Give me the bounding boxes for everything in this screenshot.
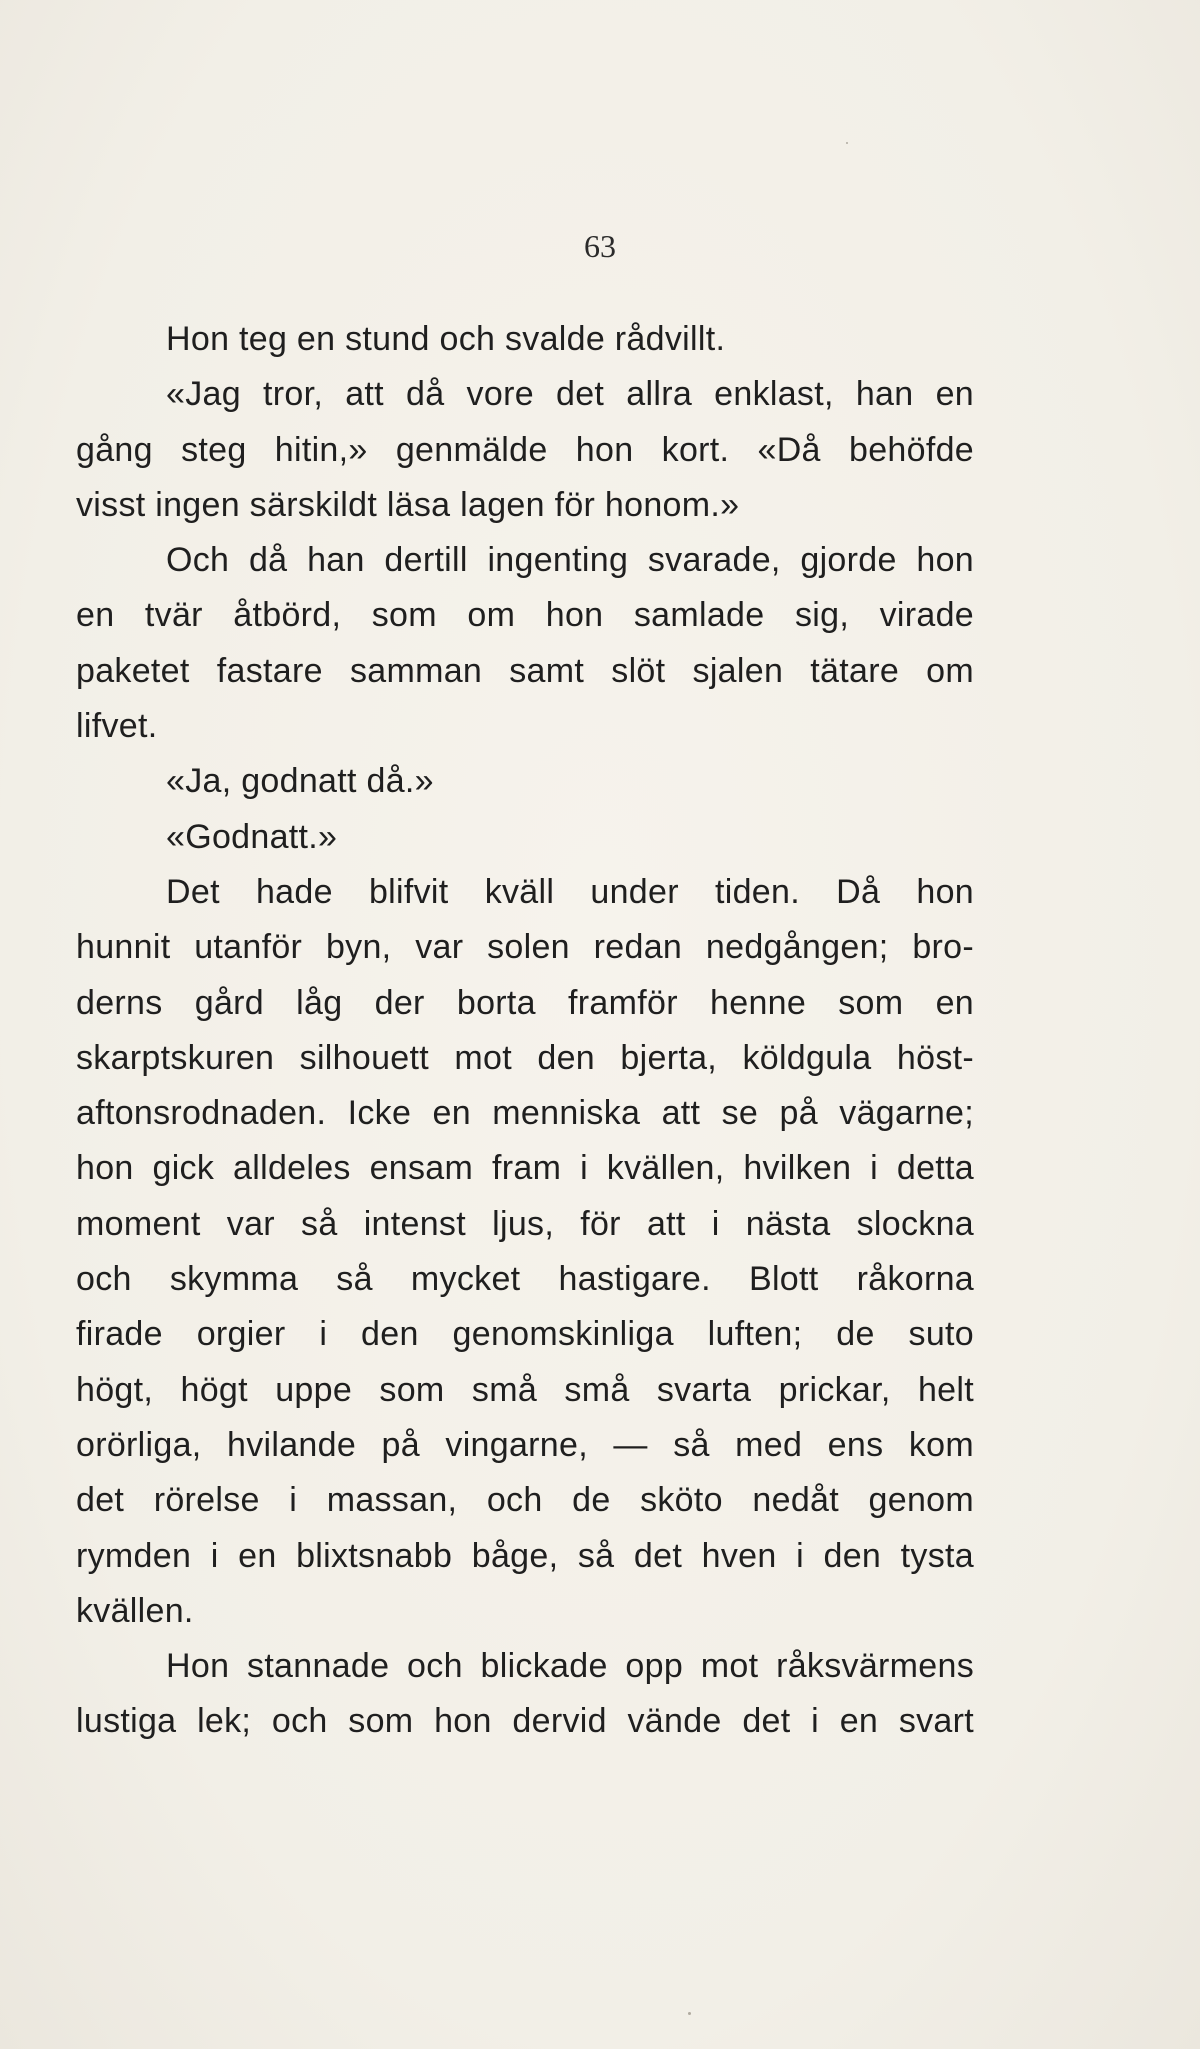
text-line: Och då han dertill ingenting svarade, gjorde hon [166,541,974,580]
text-line: en tvär åtbörd, som om hon samlade sig, virade [76,596,974,635]
text-line: kvällen. [76,1591,194,1630]
text-line: aftonsrodnaden. Icke en menniska att se på vägarne; [76,1094,974,1133]
paper-speck [688,2012,691,2015]
text-line: och skymma så mycket hastigare. Blott råkorna [76,1260,974,1299]
page-number: 63 [584,228,616,264]
text-line: hunnit utanför byn, var solen redan nedgången; bro- [76,928,974,967]
text-line: hon gick alldeles ensam fram i kvällen, hvilken i detta [76,1149,974,1188]
text-line: «Ja, godnatt då.» [166,762,434,801]
text-line: Det hade blifvit kväll under tiden. Då hon [166,872,974,911]
body-text [76,312,974,1750]
text-line: skarptskuren silhouett mot den bjerta, köldgula höst- [76,1038,974,1077]
text-line: moment var så intenst ljus, för att i nästa slockna [76,1204,974,1243]
text-line: lustiga lek; och som hon dervid vände det i en svart [76,1702,974,1741]
text-line: paketet fastare samman samt slöt sjalen tätare om [76,651,974,690]
text-line: derns gård låg der borta framför henne som en [76,983,974,1022]
text-line: «Godnatt.» [166,817,338,856]
text-line: lifvet. [76,707,158,746]
text-line: gång steg hitin,» genmälde hon kort. «Då behöfde [76,430,974,469]
text-line: «Jag tror, att då vore det allra enklast, han en [166,375,974,414]
text-line: rymden i en blixtsnabb båge, så det hven i den tysta [76,1536,974,1575]
paper-speck [846,142,848,144]
text-line: högt, högt uppe som små små svarta prickar, helt [76,1370,974,1409]
text-line: firade orgier i den genomskinliga luften; de suto [76,1315,974,1354]
text-line: Hon teg en stund och svalde rådvillt. [166,320,726,358]
text-line: Hon stannade och blickade opp mot råksvärmens [166,1647,974,1686]
text-line: visst ingen särskildt läsa lagen för honom.» [76,485,740,524]
text-line: orörliga, hvilande på vingarne, — så med ens kom [76,1425,974,1464]
text-line: det rörelse i massan, och de sköto nedåt genom [76,1481,974,1520]
